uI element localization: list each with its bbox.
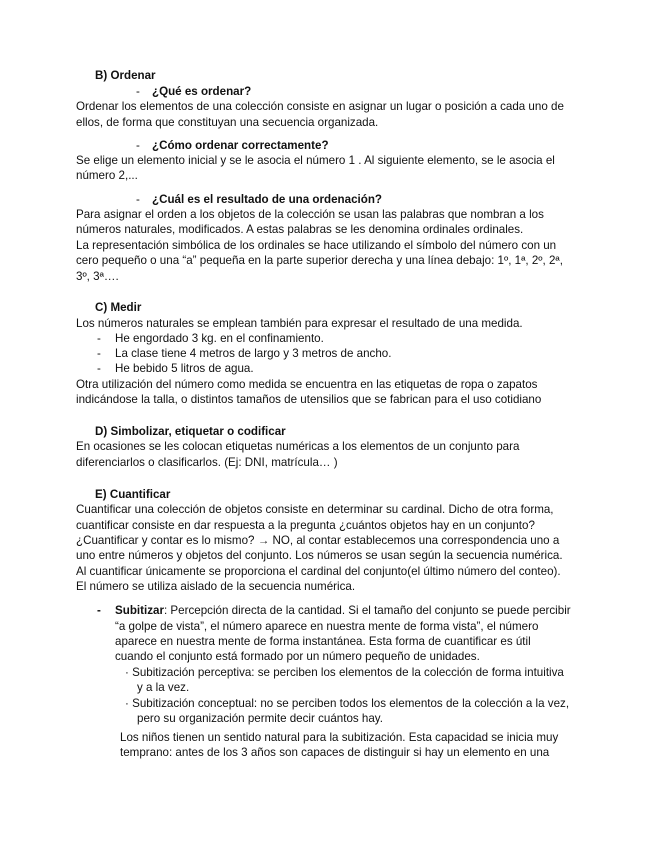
subitizar-closing-2: temprano: antes de los 3 años son capaces de distinguir si hay un elemento en una: [120, 746, 550, 759]
subitizar-type-2: · Subitización conceptual: no se perciben todos los elementos de la colección a la vez,: [125, 697, 570, 710]
section-c-heading: C) Medir: [95, 301, 142, 314]
c-bullet-1: -: [97, 332, 101, 345]
subitizar-line-2: aparece en nuestra mente de forma instantánea. Esta forma de cuantificar es útil: [115, 635, 531, 648]
e-line-6: El número se utiliza aislado de la secuencia numérica.: [76, 580, 356, 593]
c-after-1: Otra utilización del número como medida se encuentra en las etiquetas de ropa o zapatos: [76, 378, 538, 391]
c-example-2: La clase tiene 4 metros de largo y 3 metros de ancho.: [115, 347, 392, 360]
d-line-2: diferenciarlos o clasificarlos. (Ej: DNI, matrícula… ): [76, 456, 338, 469]
e-line-1: Cuantificar una colección de objetos consiste en determinar su cardinal. Dicho de otra forma,: [76, 503, 554, 516]
q3-line-5: 3º, 3ª….: [76, 270, 119, 283]
q3-title: ¿Cuál es el resultado de una ordenación?: [152, 193, 382, 206]
subitizar-type-1-cont: y a la vez.: [137, 681, 190, 694]
q2-bullet: -: [136, 139, 140, 152]
q2-line-1: Se elige un elemento inicial y se le asocia el número 1 . Al siguiente elemento, se le asocia el: [76, 154, 555, 167]
q3-line-3: La representación simbólica de los ordinales se hace utilizando el símbolo del número con un: [76, 239, 557, 252]
section-c-intro: Los números naturales se emplean también para expresar el resultado de una medida.: [76, 317, 523, 330]
e-line-5: Al cuantificar únicamente se proporciona el cardinal del conjunto(el último número del conteo).: [76, 565, 561, 578]
q2-line-2: número 2,...: [76, 169, 138, 182]
subitizar-line-3: cuando el conjunto está formado por un número pequeño de unidades.: [115, 650, 480, 663]
c-bullet-3: -: [97, 362, 101, 375]
q1-title: ¿Qué es ordenar?: [152, 85, 252, 98]
e-line-2: cuantificar consiste en dar respuesta a la pregunta ¿cuántos objetos hay en un conjunto?: [76, 519, 535, 532]
subitizar-first-rest: : Percepción directa de la cantidad. Si el tamaño del conjunto se puede percibir: [163, 604, 571, 617]
q1-bullet: -: [136, 85, 140, 98]
e-line-4: uno entre números y objetos del conjunto. Los números se usan según la secuencia numérica.: [76, 549, 563, 562]
q1-line-1: Ordenar los elementos de una colección consiste en asignar un lugar o posición a cada uno de: [76, 100, 564, 113]
q2-title: ¿Cómo ordenar correctamente?: [152, 139, 329, 152]
section-b-heading: B) Ordenar: [95, 69, 156, 82]
subitizar-term: Subitizar: [115, 604, 164, 617]
section-d-heading: D) Simbolizar, etiquetar o codificar: [95, 425, 286, 438]
e-line-3: ¿Cuantificar y contar es lo mismo? → NO, al contar establecemos una correspondencia uno a: [76, 534, 560, 547]
q3-line-4: cero pequeño o una “a” pequeña en la parte superior derecha y una línea debajo: 1º, 1ª, 2º, 2ª,: [76, 254, 563, 267]
subitizar-type-1: · Subitización perceptiva: se perciben los elementos de la colección de forma intuitiva: [125, 666, 564, 679]
q3-line-2: números naturales, modificados. A estas palabras se les denomina ordinales ordinales.: [76, 223, 524, 236]
q3-bullet: -: [136, 193, 140, 206]
q3-line-1: Para asignar el orden a los objetos de la colección se usan las palabras que nombran a los: [76, 208, 544, 221]
section-e-heading: E) Cuantificar: [95, 488, 171, 501]
d-line-1: En ocasiones se les colocan etiquetas numéricas a los elementos de un conjunto para: [76, 440, 520, 453]
subitizar-bullet: -: [97, 604, 101, 617]
subitizar-line-1: “a golpe de vista”, el número aparece en nuestra mente de forma vista”, el número: [115, 620, 539, 633]
subitizar-closing-1: Los niños tienen un sentido natural para la subitización. Esta capacidad se inicia muy: [120, 731, 559, 744]
subitizar-first-line: [115, 603, 571, 618]
subitizar-type-2-cont: pero su organización permite decir cuántos hay.: [137, 712, 383, 725]
q1-line-2: ellos, de forma que constituyan una secuencia organizada.: [76, 116, 379, 129]
c-after-2: indicándose la talla, o distintos tamaños de utensilios que se fabrican para el uso cotidiano: [76, 393, 542, 406]
c-example-3: He bebido 5 litros de agua.: [115, 362, 254, 375]
c-example-1: He engordado 3 kg. en el confinamiento.: [115, 332, 324, 345]
c-bullet-2: -: [97, 347, 101, 360]
